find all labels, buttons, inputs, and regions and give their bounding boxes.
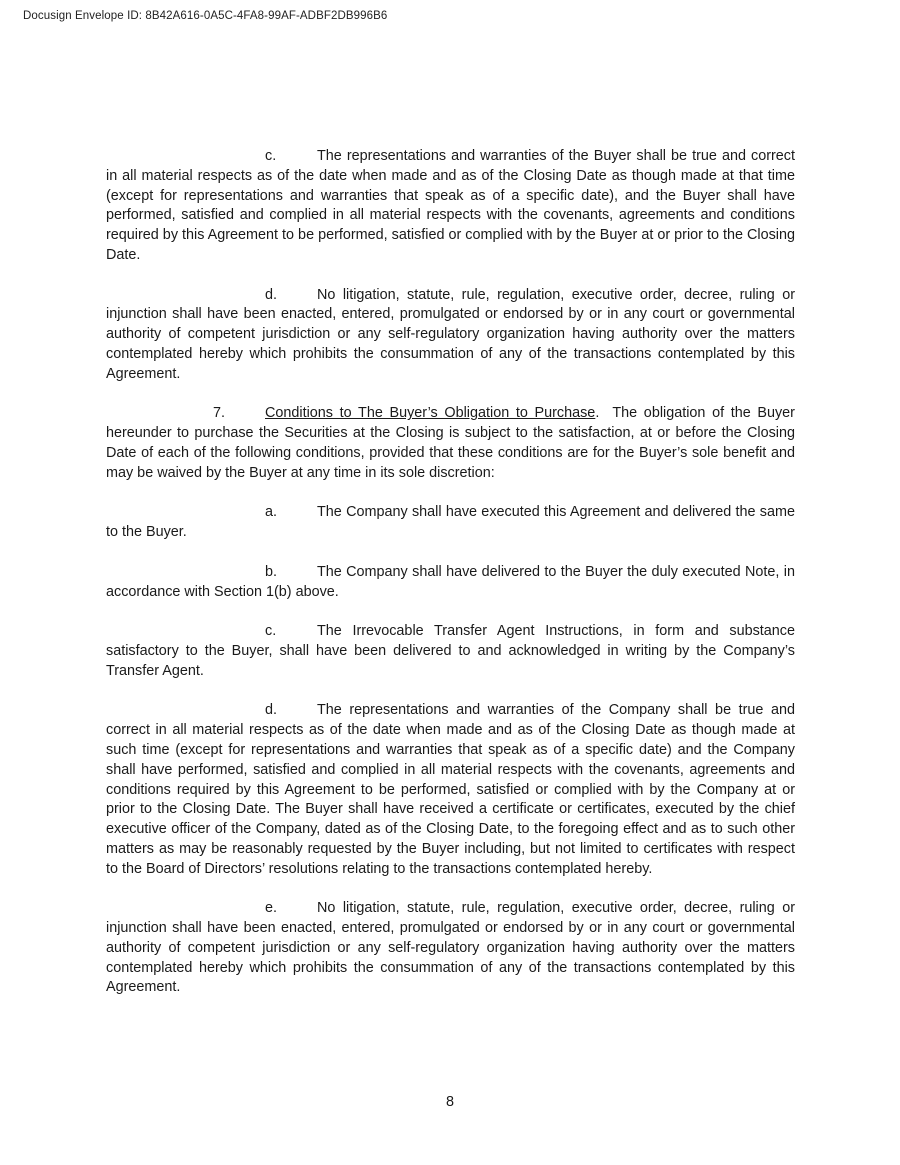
paragraph-6c bbox=[106, 147, 795, 266]
section-number: 7. bbox=[213, 405, 226, 422]
condition-text: The representations and warranties of the Company shall be true and correct in all material respects as of the date when made and as of the Closing Date as though made at such time (except for representations and warranties that speak as of a specific date) and the Company shall have performed, satisfied and complied in all material respects with the covenants, agreements and conditions required by this Agreement to be performed, satisfied or complied with by the Company at or prior to the Closing Date. The Buyer shall have received a certificate or certificates, executed by the chief executive officer of the Company, dated as of the Closing Date, to the foregoing effect and as to such other matters as may be reasonably requested by the Buyer including, but not limited to certificates with respect to the Board of Directors’ resolutions relating to the transactions contemplated hereby. bbox=[106, 702, 795, 877]
section-heading: Conditions to The Buyer’s Obligation to Purchase bbox=[265, 405, 596, 422]
page-number: 8 bbox=[445, 1094, 454, 1110]
section-heading-end: . bbox=[595, 405, 600, 422]
condition-7c bbox=[106, 622, 795, 681]
condition-7a bbox=[106, 503, 795, 543]
document-body bbox=[106, 147, 795, 998]
condition-text: The Company shall have executed this Agreement and delivered the same to the Buyer. bbox=[106, 504, 795, 541]
section-7 bbox=[106, 404, 795, 483]
condition-7d bbox=[106, 701, 795, 879]
condition-label: c. bbox=[265, 623, 277, 640]
section-text: The obligation of the Buyer hereunder to purchase the Securities at the Closing is subject to the satisfaction, at or before the Closing Date of each of the following conditions, provided that these conditions are for the Buyer’s sole benefit and may be waived by the Buyer at any time in its sole discretion: bbox=[106, 405, 795, 481]
condition-7e bbox=[106, 899, 795, 998]
paragraph-text: No litigation, statute, rule, regulation, executive order, decree, ruling or injunction shall have been enacted, entered, promulgated or endorsed by or in any court or governmental authority of competent jurisdiction or any self-regulatory organization having authority over the matters contemplated hereby which prohibits the consummation of any of the transactions contemplated by this Agreement. bbox=[106, 286, 795, 382]
paragraph-label: d. bbox=[265, 286, 278, 303]
condition-label: a. bbox=[265, 504, 278, 521]
condition-7b bbox=[106, 563, 795, 603]
condition-text: The Company shall have delivered to the Buyer the duly executed Note, in accordance with Section 1(b) above. bbox=[106, 563, 795, 600]
paragraph-6d bbox=[106, 286, 795, 385]
condition-label: e. bbox=[265, 900, 278, 917]
paragraph-label: c. bbox=[265, 148, 277, 164]
condition-label: b. bbox=[265, 563, 278, 580]
condition-label: d. bbox=[265, 702, 278, 719]
paragraph-text: The representations and warranties of the Buyer shall be true and correct in all material respects as of the date when made and as of the Closing Date as though made at that time (except for representations and warranties that speak as of a specific date), and the Buyer shall have performed, satisfied and complied in all material respects with the covenants, agreements and conditions required by this Agreement to be performed, satisfied or complied with by the Buyer at or prior to the Closing Date. bbox=[106, 148, 795, 263]
condition-text: No litigation, statute, rule, regulation, executive order, decree, ruling or injunction shall have been enacted, entered, promulgated or endorsed by or in any court or governmental authority of competent jurisdiction or any self-regulatory organization having authority over the matters contemplated hereby which prohibits the consummation of any of the transactions contemplated by this Agreement. bbox=[106, 900, 795, 996]
docusign-envelope-id: Docusign Envelope ID: 8B42A616-0A5C-4FA8-99AF-ADBF2DB996B6 bbox=[23, 10, 388, 22]
condition-text: The Irrevocable Transfer Agent Instructions, in form and substance satisfactory to the Buyer, shall have been delivered to and acknowledged in writing by the Company’s Transfer Agent. bbox=[106, 623, 795, 679]
